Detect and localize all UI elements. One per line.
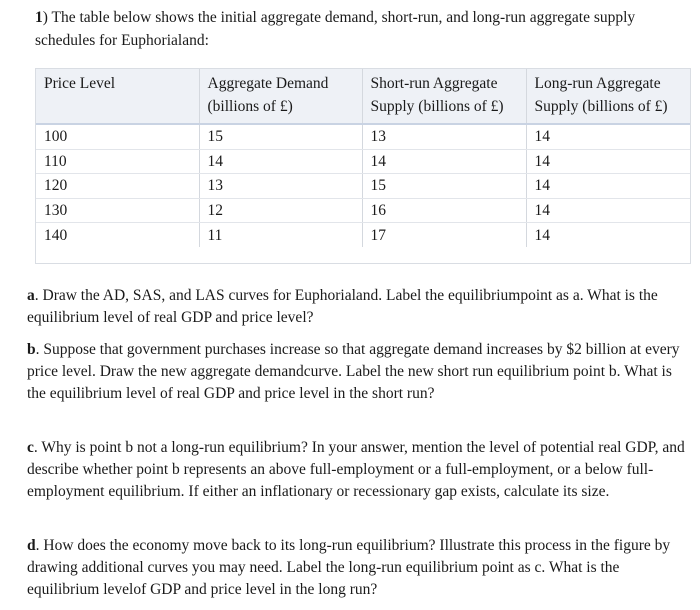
cell-short-run-supply: 16 bbox=[362, 198, 526, 223]
cell-short-run-supply: 17 bbox=[362, 223, 526, 247]
cell-price-level: 130 bbox=[36, 198, 199, 223]
part-text-c: . Why is point b not a long-run equilibrium? In your answer, mention the level of potential real GDP, and describe whether point b represents an above full-employment or a full-employment, or a below full-employment equilibrium. If either an inflationary or recessionary gap exists, calculate its size. bbox=[27, 439, 685, 500]
cell-short-run-supply: 13 bbox=[362, 124, 526, 149]
part-label-d: d bbox=[27, 537, 36, 554]
question-intro bbox=[35, 6, 675, 52]
cell-price-level: 120 bbox=[36, 174, 199, 199]
cell-aggregate-demand: 14 bbox=[199, 149, 362, 174]
question-part-c bbox=[27, 437, 687, 503]
table-header-row bbox=[36, 69, 690, 124]
header-short-run-supply: Short-run Aggregate Supply (billions of £) bbox=[362, 69, 526, 124]
table-row bbox=[36, 124, 690, 149]
header-price-level: Price Level bbox=[36, 69, 199, 124]
part-label-a: a bbox=[27, 287, 35, 304]
cell-aggregate-demand: 11 bbox=[199, 223, 362, 247]
cell-short-run-supply: 15 bbox=[362, 174, 526, 199]
cell-long-run-supply: 14 bbox=[526, 124, 690, 149]
table-row bbox=[36, 174, 690, 199]
question-number: 1 bbox=[35, 9, 43, 26]
cell-aggregate-demand: 15 bbox=[199, 124, 362, 149]
schedule-table bbox=[35, 68, 691, 264]
cell-aggregate-demand: 13 bbox=[199, 174, 362, 199]
table-row bbox=[36, 149, 690, 174]
part-text-a: . Draw the AD, SAS, and LAS curves for Euphorialand. Label the equilibriumpoint as a. What is the equilibrium level of real GDP and price level? bbox=[27, 287, 658, 326]
question-intro-text: ) The table below shows the initial aggregate demand, short-run, and long-run aggregate supply schedules for Euphorialand: bbox=[35, 9, 636, 49]
cell-long-run-supply: 14 bbox=[526, 149, 690, 174]
cell-long-run-supply: 14 bbox=[534, 226, 550, 244]
cell-price-level: 110 bbox=[36, 149, 199, 174]
cell-aggregate-demand: 12 bbox=[199, 198, 362, 223]
question-part-d bbox=[27, 535, 687, 601]
header-aggregate-demand: Aggregate Demand (billions of £) bbox=[199, 69, 362, 124]
part-text-d: . How does the economy move back to its long-run equilibrium? Illustrate this process in the figure by drawing additional curves you may need. Label the long-run equilibrium point as c. What is the equilibrium levelof GDP and price level in the long run? bbox=[27, 537, 671, 598]
part-text-b: . Suppose that government purchases increase so that aggregate demand increases by $2 billion at every price level. Draw the new aggregate demandcurve. Label the new short run equilibrium point b. What is the equilibrium level of real GDP and price level in the short run? bbox=[27, 341, 680, 402]
cell-long-run-supply: 14 bbox=[526, 174, 690, 199]
question-part-a bbox=[27, 285, 687, 329]
part-label-c: c bbox=[27, 439, 34, 456]
table-row bbox=[36, 223, 690, 247]
cell-price-level: 100 bbox=[36, 124, 199, 149]
question-part-b bbox=[27, 339, 687, 405]
part-label-b: b bbox=[27, 341, 36, 358]
cell-price-level: 140 bbox=[36, 223, 199, 247]
cell-long-run-supply: 14 bbox=[526, 198, 690, 223]
table-row bbox=[36, 198, 690, 223]
header-long-run-supply: Long-run Aggregate Supply (billions of £) bbox=[526, 69, 690, 124]
cell-short-run-supply: 14 bbox=[362, 149, 526, 174]
